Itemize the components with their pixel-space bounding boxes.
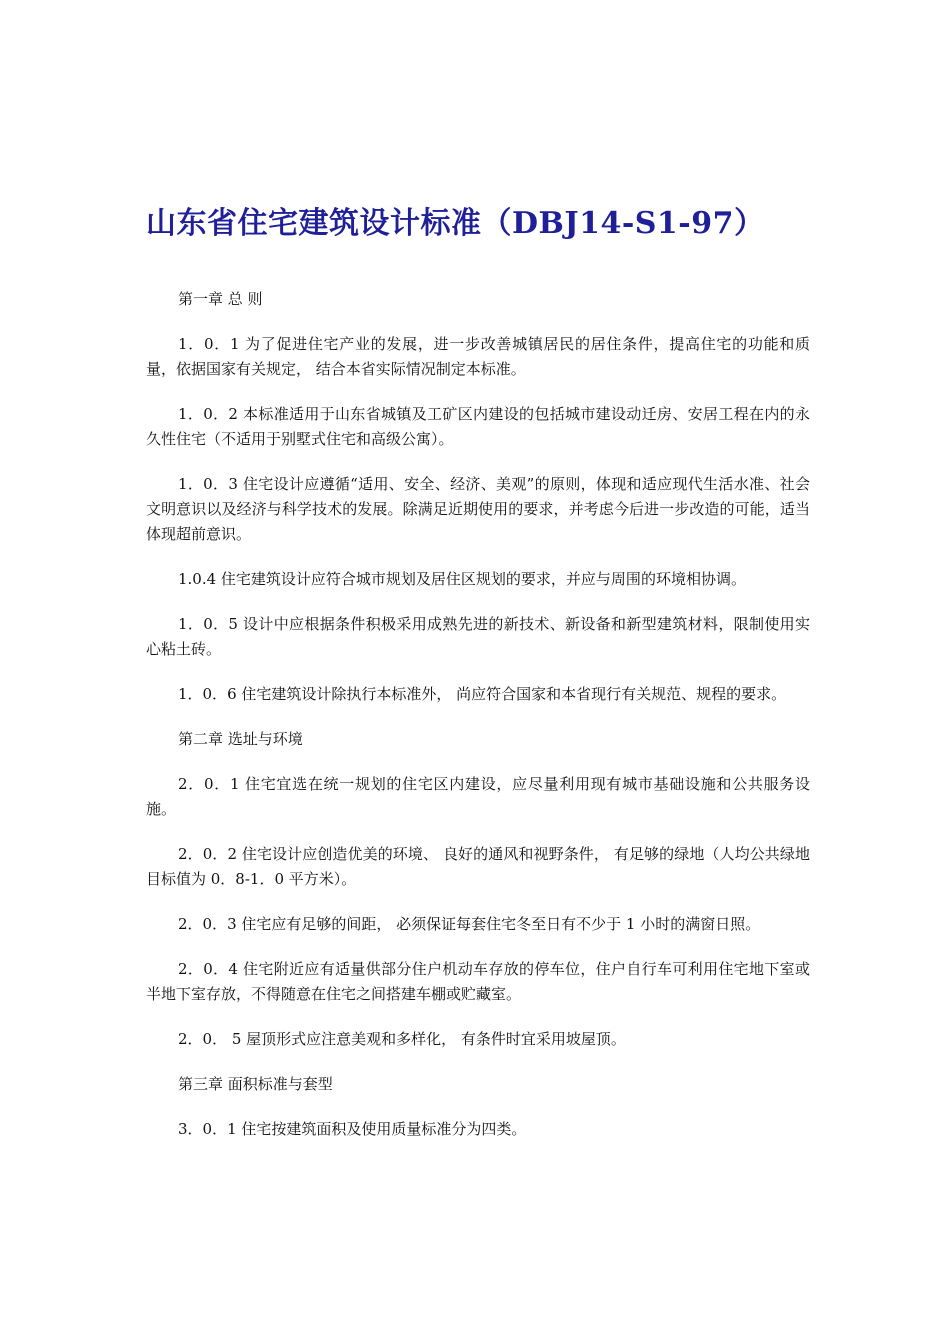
clause-paragraph: 2．0．3 住宅应有足够的间距， 必须保证每套住宅冬至日有不少于 1 小时的满窗日照。	[178, 915, 761, 933]
clause-paragraph: 3．0．1 住宅按建筑面积及使用质量标准分为四类。	[178, 1120, 527, 1138]
chapter-heading: 第二章 选址与环境	[178, 730, 303, 748]
document-body	[146, 287, 810, 1162]
clause-paragraph: 2．0．2 住宅设计应创造优美的环境、 良好的通风和视野条件， 有足够的绿地（人均公共绿地目标值为 0．8-1．0 平方米）。	[146, 845, 810, 888]
clause-paragraph: 1．0．1 为了促进住宅产业的发展，进一步改善城镇居民的居住条件，提高住宅的功能和质量，依据国家有关规定， 结合本省实际情况制定本标准。	[146, 335, 810, 378]
clause-paragraph: 1.0.4 住宅建筑设计应符合城市规划及居住区规划的要求，并应与周围的环境相协调。	[178, 570, 746, 588]
clause-paragraph: 2．0． 5 屋顶形式应注意美观和多样化， 有条件时宜采用坡屋顶。	[178, 1030, 626, 1048]
clause-paragraph: 1．0．5 设计中应根据条件积极采用成熟先进的新技术、新设备和新型建筑材料，限制使用实心粘土砖。	[146, 615, 810, 658]
document-title: 山东省住宅建筑设计标准（DBJ14-S1-97）	[146, 206, 765, 241]
chapter-heading: 第一章 总 则	[178, 290, 263, 308]
clause-paragraph: 1．0．6 住宅建筑设计除执行本标准外， 尚应符合国家和本省现行有关规范、规程的要求。	[178, 685, 787, 703]
clause-paragraph: 1．0．3 住宅设计应遵循“适用、安全、经济、美观”的原则，体现和适应现代生活水准、社会文明意识以及经济与科学技术的发展。除满足近期使用的要求，并考虑今后进一步改造的可能，适当体现超前意识。	[146, 475, 810, 543]
chapter-heading: 第三章 面积标准与套型	[178, 1075, 333, 1093]
clause-paragraph: 2．0．1 住宅宜选在统一规划的住宅区内建设，应尽量利用现有城市基础设施和公共服务设施。	[146, 775, 810, 818]
clause-paragraph: 1．0．2 本标准适用于山东省城镇及工矿区内建设的包括城市建设动迁房、安居工程在内的永久性住宅（不适用于别墅式住宅和高级公寓）。	[146, 405, 810, 448]
clause-paragraph: 2．0．4 住宅附近应有适量供部分住户机动车存放的停车位，住户自行车可利用住宅地下室或半地下室存放，不得随意在住宅之间搭建车棚或贮藏室。	[146, 960, 810, 1003]
